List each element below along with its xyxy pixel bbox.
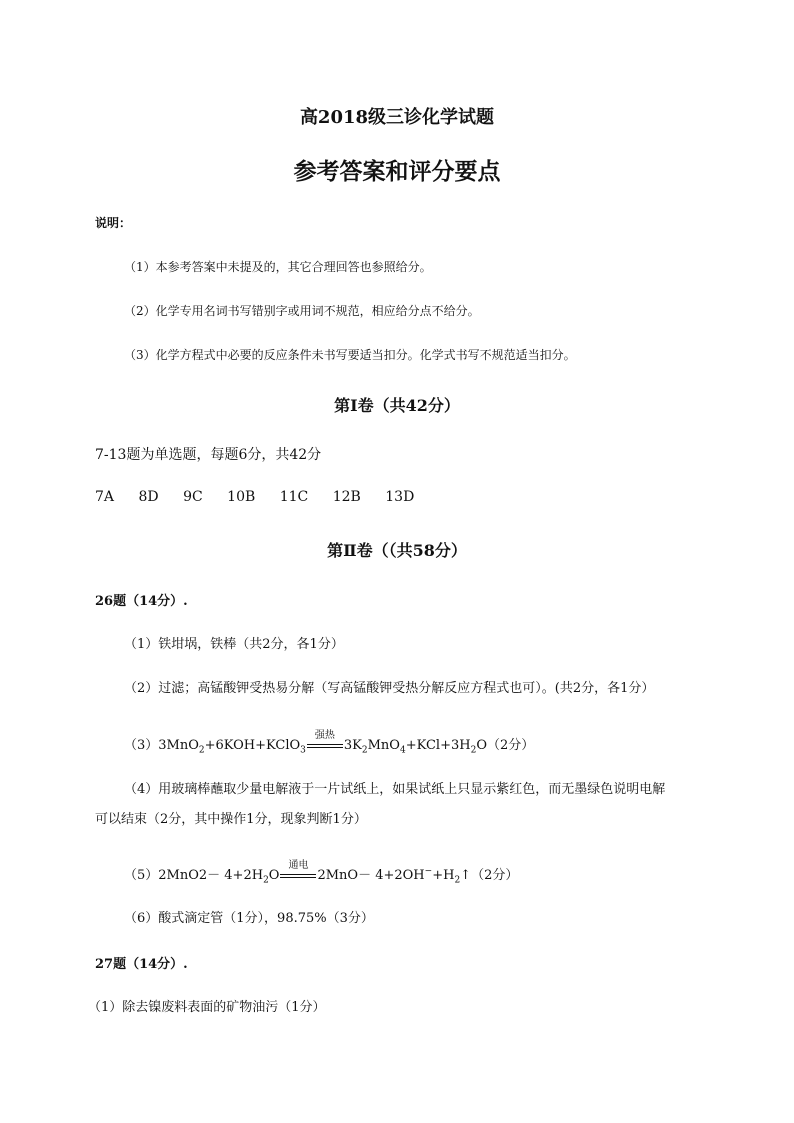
notes-heading: 说明： [95,216,132,230]
q26-answer-2: （2）过滤；高锰酸钾受热易分解（写高锰酸钾受热分解反应方程式也可）。(共2分，各1分） [124,681,655,696]
note-item-2: （2）化学专用名词书写错别字或用词不规范，相应给分点不给分。 [124,304,480,318]
page-title: 高2018级三诊化学试题 [299,107,495,128]
answer-7: 7A [95,489,115,505]
page-subtitle: 参考答案和评分要点 [293,158,501,185]
q26-answer-4-line2: 可以结束（2分，其中操作1分，现象判断1分） [95,812,367,827]
reaction-condition: 强热 [314,730,335,741]
part2-heading: 第Ⅱ卷（（共58分） [327,541,467,560]
electrolysis-arrow [279,860,317,883]
q27-heading: 27题（14分）. [95,957,188,972]
q26-answer-3: （3）3MnO$_2$+6KOH+KClO$_3$ 强热 $3K_2MnO_4+KCl+3H_2O(2$分） [124,734,534,756]
note-item-3: （3）化学方程式中必要的反应条件未书写要适当扣分。化学式书写不规范适当扣分。 [124,348,576,362]
q26-answer-1: （1）铁坩埚，铁棒（共2分，各1分） [124,637,344,652]
q26-answer-6: （6）酸式滴定管（1分），98.75%（3分） [124,911,374,926]
answer-9: 9C [183,489,203,505]
answer-12: 12B [332,489,361,505]
q26-heading: 26题（14分）. [95,594,188,609]
answer-10: 10B [227,489,256,505]
q26-answer-5: $(5)2MnO2- 4+2H_2O$ 通电 $2MnO- 4+2OH^-+H_2↑(2$分） [124,864,518,886]
answer-13: 13D [385,489,415,505]
answer-11: 11C [279,489,309,505]
reaction-arrow [306,730,344,753]
part1-heading: 第Ⅰ卷（共42分） [334,396,460,415]
q26-answer-4-line1: （4）用玻璃棒蘸取少量电解液于一片试纸上，如果试纸上只显示紫红色，而无墨绿色说明电解 [124,782,666,797]
electrolysis-condition: 通电 [288,860,309,871]
answer-8: 8D [138,489,159,505]
note-item-1: （1）本参考答案中未提及的，其它合理回答也参照给分。 [124,260,432,274]
q27-answer-1: （1）除去镍废料表面的矿物油污（1分） [88,1000,326,1015]
part1-description: 7-13题为单选题，每题6分，共42分 [95,447,322,463]
part1-answers [95,489,434,505]
